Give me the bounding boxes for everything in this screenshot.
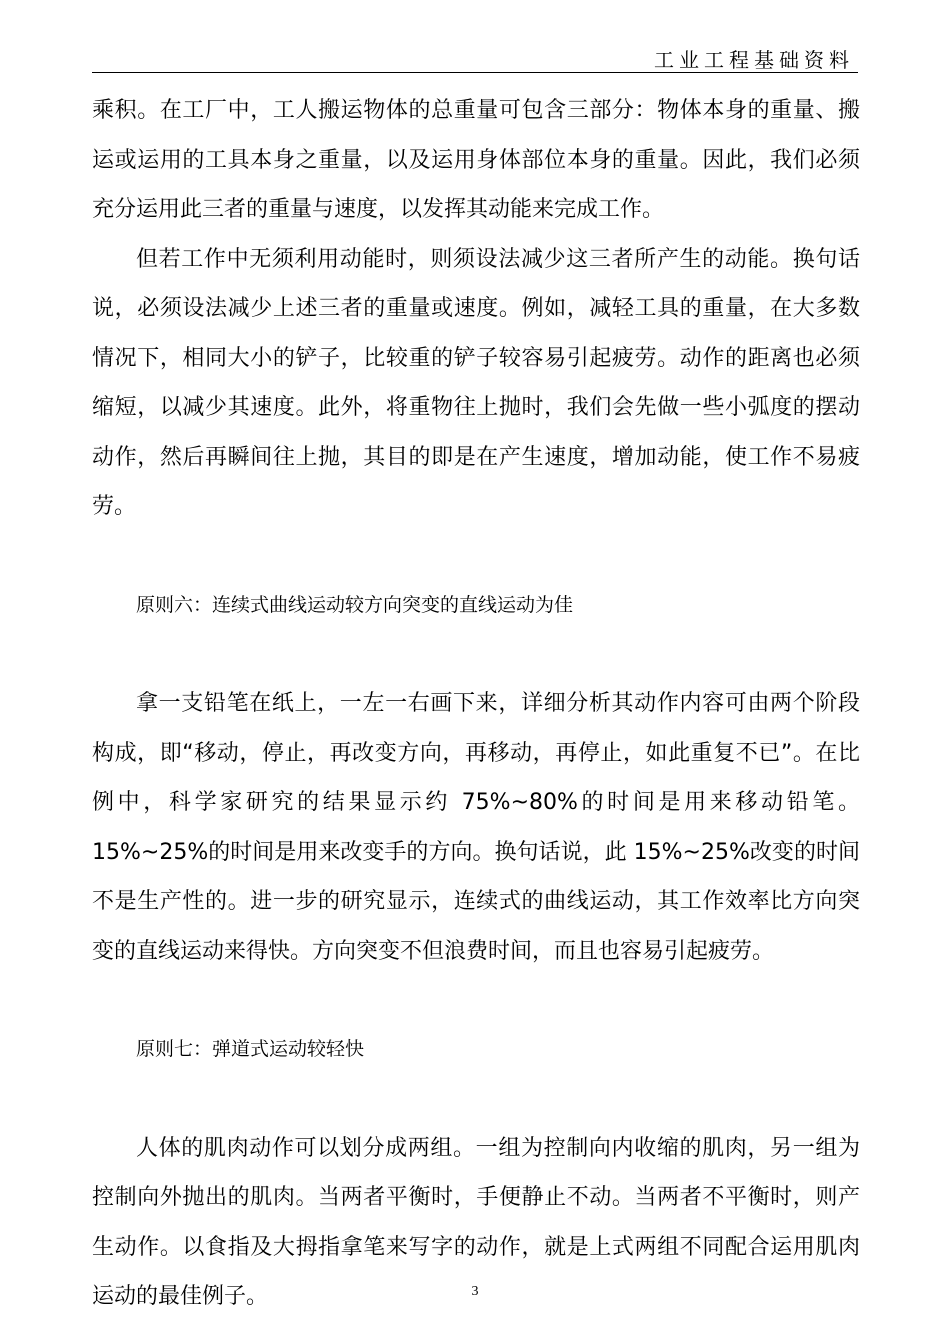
paragraph-continuation: 乘积。在工厂中，工人搬运物体的总重量可包含三部分：物体本身的重量、搬运或运用的工具本身之重量，以及运用身体部位本身的重量。因此，我们必须充分运用此三者的重量与速度，以发挥其动能来完成工作。: [92, 98, 860, 222]
section-heading-principle-6: 原则六：连续式曲线运动较方向突变的直线运动为佳: [136, 593, 574, 616]
document-body: [92, 86, 860, 1322]
paragraph-curved-motion: 拿一支铅笔在纸上，一左一右画下来，详细分析其动作内容可由两个阶段构成，即“移动，停止，再改变方向，再移动，再停止，如此重复不已”。在比例中，科学家研究的结果显示约 75%~80%的时间是用来移动铅笔。15%~25%的时间是用来改变手的方向。换句话说，此 15%~25%改变的时间不是生产性的。进一步的研究显示，连续式的曲线运动，其工作效率比方向突变的直线运动来得快。方向突变不但浪费时间，而且也容易引起疲劳。: [92, 691, 860, 964]
paragraph-ballistic-motion: 人体的肌肉动作可以划分成两组。一组为控制向内收缩的肌肉，另一组为控制向外抛出的肌肉。当两者平衡时，手便静止不动。当两者不平衡时，则产生动作。以食指及大拇指拿笔来写字的动作，就是上式两组不同配合运用肌肉运动的最佳例子。: [92, 1135, 860, 1309]
page-header: [92, 40, 858, 73]
header-title: 工业工程基础资料: [654, 48, 854, 72]
page-number: 3: [471, 1284, 479, 1299]
paragraph-kinetic-energy: 但若工作中无须利用动能时，则须设法减少这三者所产生的动能。换句话说，必须设法减少上述三者的重量或速度。例如，减轻工具的重量，在大多数情况下，相同大小的铲子，比较重的铲子较容易引起疲劳。动作的距离也必须缩短，以减少其速度。此外，将重物往上抛时，我们会先做一些小弧度的摆动动作，然后再瞬间往上抛，其目的即是在产生速度，增加动能，使工作不易疲劳。: [92, 246, 860, 519]
section-heading-principle-7: 原则七：弹道式运动较轻快: [136, 1038, 365, 1060]
